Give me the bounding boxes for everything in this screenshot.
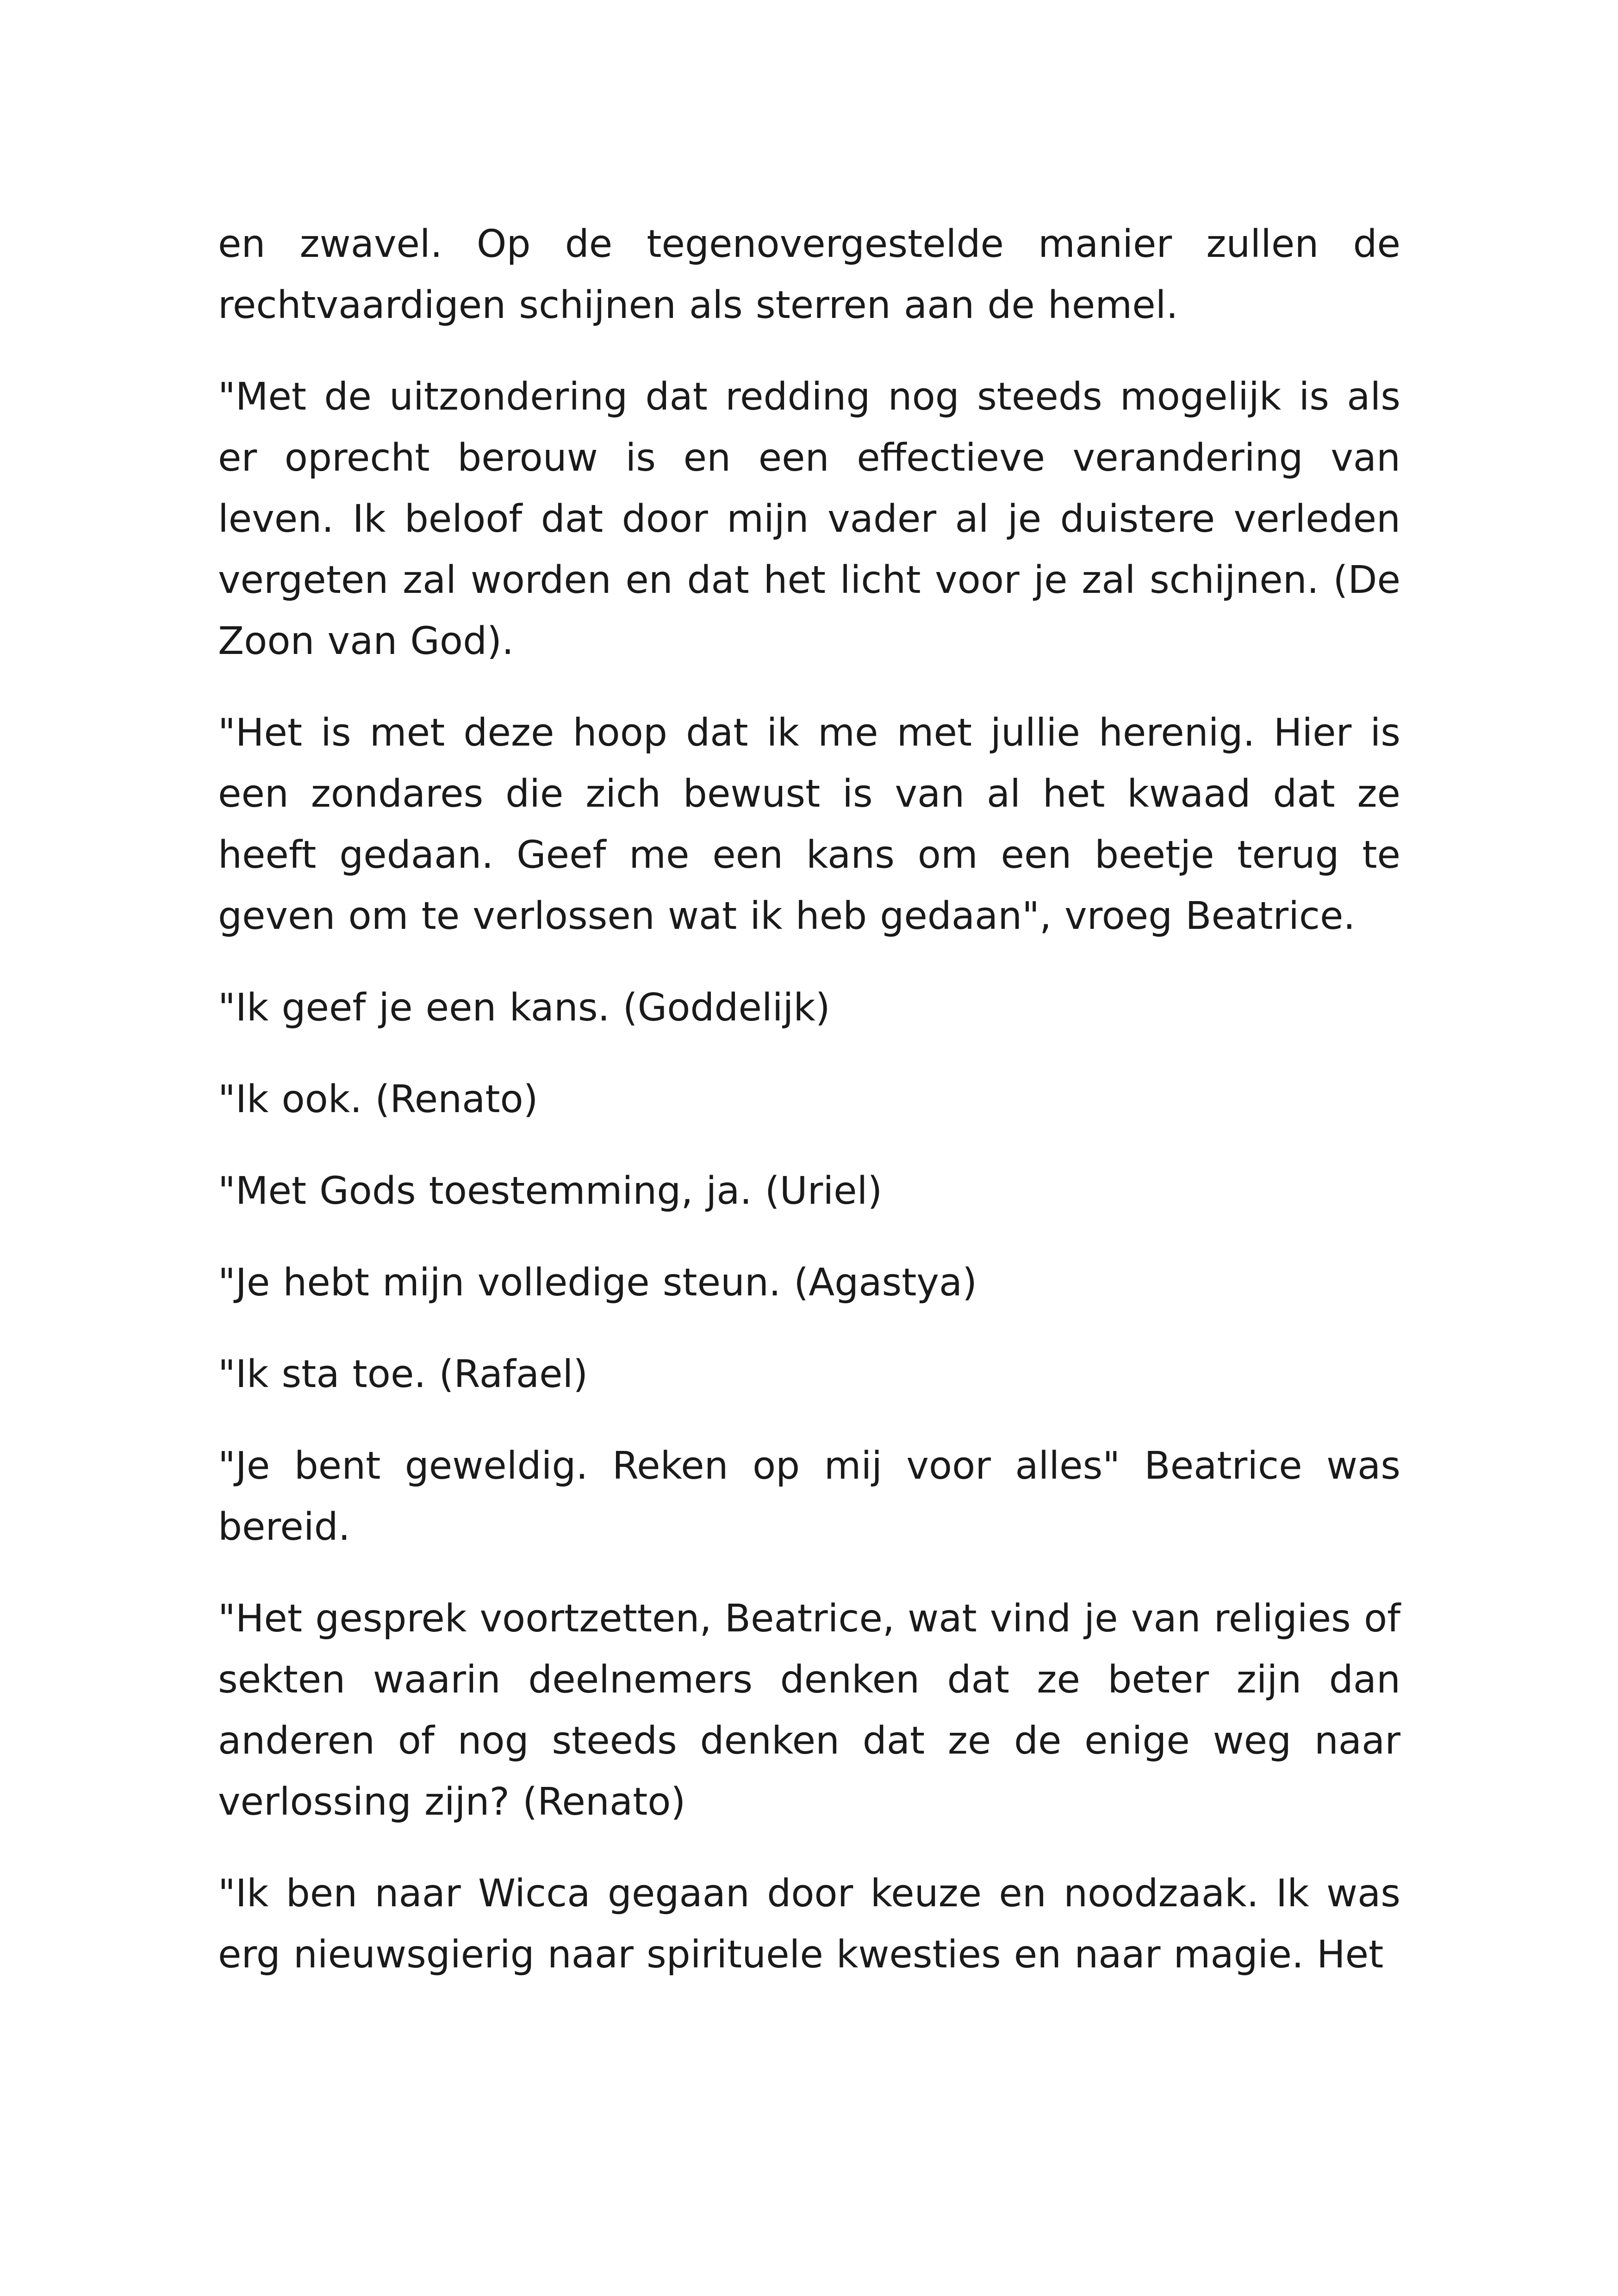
- paragraph-6: "Met Gods toestemming, ja. (Uriel): [218, 1169, 883, 1213]
- paragraph-10: "Het gesprek voortzetten, Beatrice, wat vind je van religies of sekten waarin deelnemers denken dat ze beter zijn dan anderen of nog steeds denken dat ze de enige weg naar verlossing zijn? (Renato): [218, 1597, 1400, 1824]
- paragraph-1: en zwavel. Op de tegenovergestelde manier zullen de rechtvaardigen schijnen als sterren aan de hemel.: [218, 222, 1400, 327]
- body-text: [218, 214, 1400, 2016]
- paragraph-2: "Met de uitzondering dat redding nog steeds mogelijk is als er oprecht berouw is en een effectieve verandering van leven. Ik beloof dat door mijn vader al je duistere verleden vergeten zal worden en dat het licht voor je zal schijnen. (De Zoon van God).: [218, 375, 1400, 663]
- paragraph-8: "Ik sta toe. (Rafael): [218, 1352, 588, 1396]
- paragraph-11: "Ik ben naar Wicca gegaan door keuze en noodzaak. Ik was erg nieuwsgierig naar spirituele kwesties en naar magie. Het: [218, 1872, 1400, 1977]
- paragraph-7: "Je hebt mijn volledige steun. (Agastya): [218, 1261, 977, 1305]
- paragraph-3: "Het is met deze hoop dat ik me met jullie herenig. Hier is een zondares die zich bewust is van al het kwaad dat ze heeft gedaan. Geef me een kans om een beetje terug te geven om te verlossen wat ik heb gedaan", vroeg Beatrice.: [218, 711, 1400, 938]
- paragraph-4: "Ik geef je een kans. (Goddelijk): [218, 986, 830, 1030]
- paragraph-9: "Je bent geweldig. Reken op mij voor alles" Beatrice was bereid.: [218, 1444, 1400, 1549]
- paragraph-5: "Ik ook. (Renato): [218, 1077, 538, 1121]
